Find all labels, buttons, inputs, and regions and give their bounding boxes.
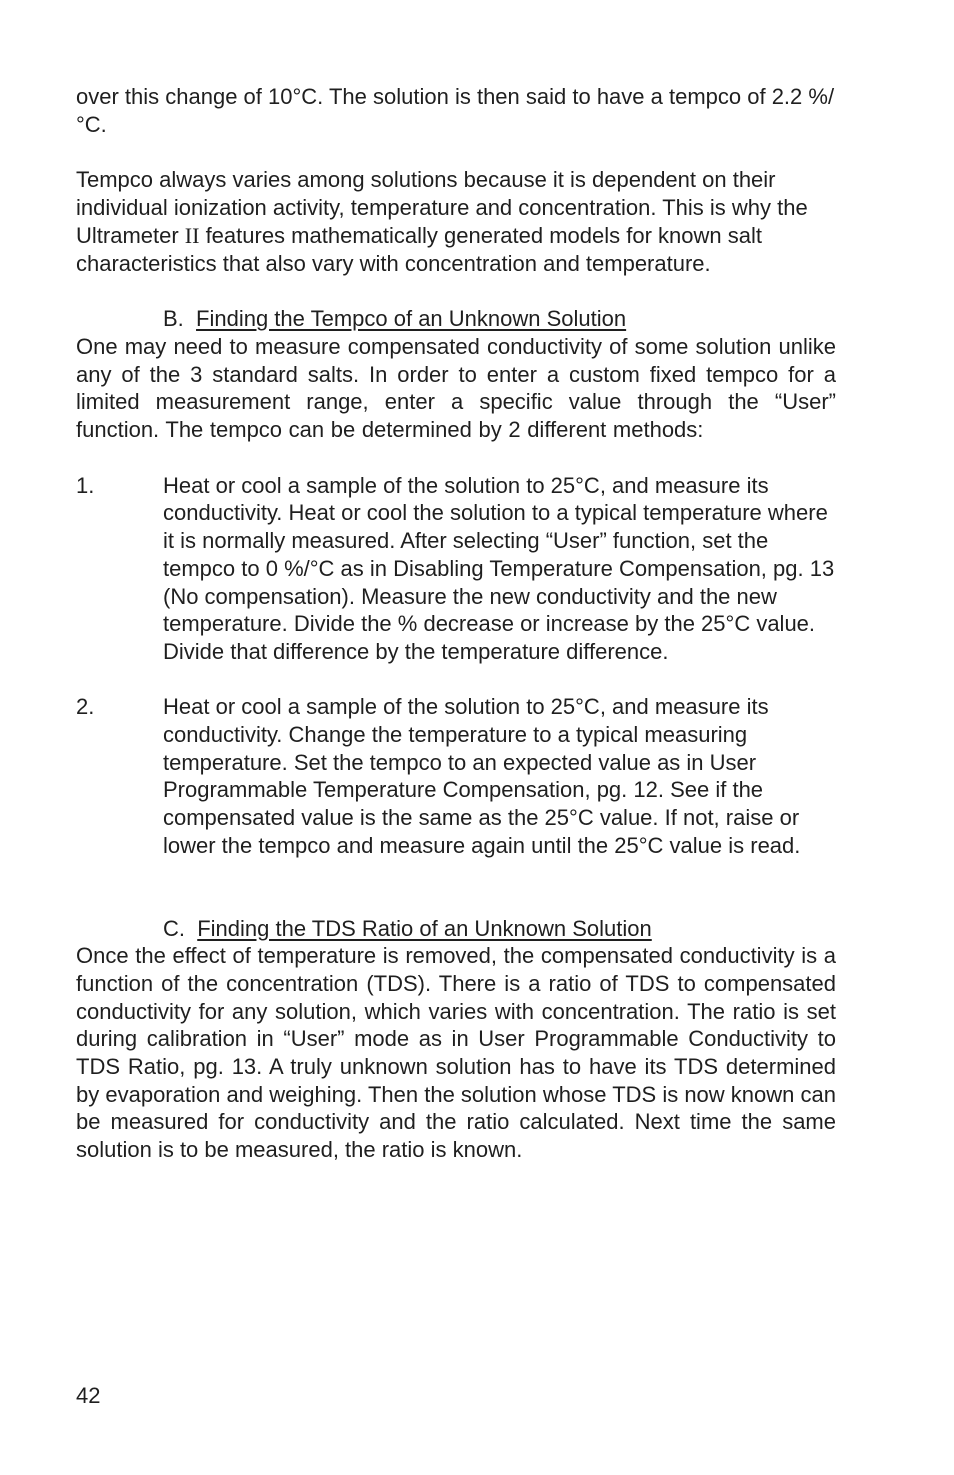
list-item bbox=[76, 693, 836, 859]
section-b-body: One may need to measure compensated conductivity of some solution unlike any of the 3 standard salts. In order to enter a custom fixed tempco for a limited measurement range, enter a specific value through the “User” function. The tempco can be determined by 2 different methods: bbox=[76, 333, 836, 443]
section-c bbox=[76, 915, 836, 1164]
list-item bbox=[76, 472, 836, 666]
section-c-body: Once the effect of temperature is removed, the compensated conductivity is a function of the concentration (TDS). There is a ratio of TDS to compensated conductivity for any solution, which varies with concentration. The ratio is set during calibration in “User” mode as in User Programmable Conductivity to TDS Ratio, pg. 13. A truly unknown solution has to have its TDS determined by evaporation and weighing. Then the solution whose TDS is now known can be measured for conductivity and the ratio calculated. Next time the same solution is to be measured, the ratio is known. bbox=[76, 943, 836, 1163]
method-list bbox=[76, 472, 836, 860]
page-content bbox=[76, 83, 836, 1164]
section-b-title: Finding the Tempco of an Unknown Solution bbox=[196, 306, 627, 332]
list-item-number: 2. bbox=[76, 694, 95, 720]
page-number: 42 bbox=[76, 1383, 101, 1408]
roman-numeral: II bbox=[184, 222, 200, 248]
section-c-letter: C. bbox=[163, 915, 185, 941]
intro-paragraph: over this change of 10°C. The solution is then said to have a tempco of 2.2 %/°C. bbox=[76, 84, 835, 137]
paragraph-text-before: Tempco always varies among solutions because it is dependent on their individual ionization activity, temperature and concentration. This is why the Ultrameter bbox=[76, 167, 808, 248]
section-b-letter: B. bbox=[163, 306, 184, 332]
paragraph-text-after: features mathematically generated models for known salt characteristics that also vary with concentration and temperature. bbox=[76, 222, 762, 276]
list-item-text: Heat or cool a sample of the solution to 25°C, and measure its conductivity. Change the temperature to a typical measuring temperature. Set the tempco to an expected value as in User Programmable Temperature Compensation, pg. 12. See if the compensated value is the same as the 25°C value. If not, raise or lower the tempco and measure again until the 25°C value is read. bbox=[163, 694, 801, 858]
list-item-number: 1. bbox=[76, 472, 95, 498]
section-c-heading bbox=[76, 915, 836, 943]
tempco-variation-paragraph bbox=[76, 166, 836, 277]
section-b-heading bbox=[76, 305, 836, 333]
section-c-title: Finding the TDS Ratio of an Unknown Solution bbox=[197, 915, 652, 941]
list-item-text: Heat or cool a sample of the solution to 25°C, and measure its conductivity. Heat or cool the solution to a typical temperature where it is normally measured. After selecting “User” function, set the tempco to 0 %/°C as in Disabling Temperature Compensation, pg. 13 (No compensation). Measure the new conductivity and the new temperature. Divide the % decrease or increase by the 25°C value. Divide that difference by the temperature difference. bbox=[163, 472, 835, 664]
